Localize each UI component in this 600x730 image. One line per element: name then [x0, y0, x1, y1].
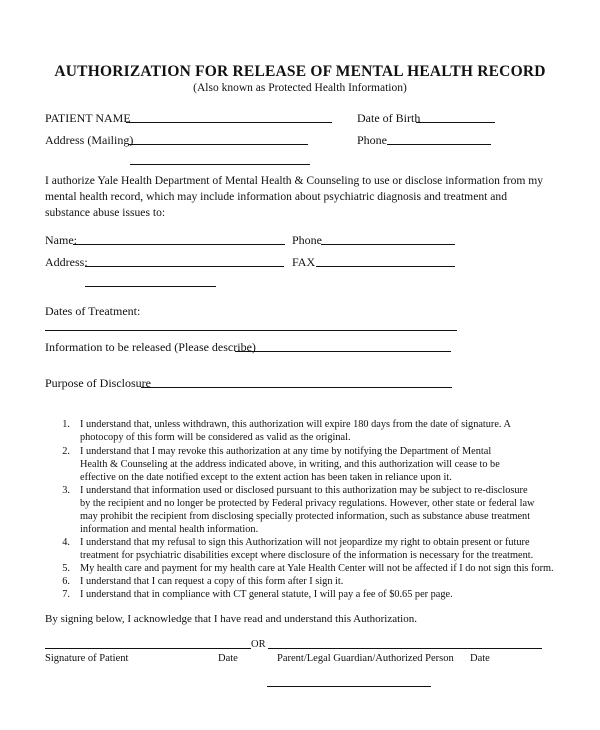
acknowledgement-text: By signing below, I acknowledge that I have read and understand this Authorization.	[45, 613, 417, 625]
authorization-statement: I authorize Yale Health Department of Mental Health & Counseling to use or disclose information from my mental health record, which may include information about psychiatric diagnosis and treatment and substance abuse issues to:	[45, 174, 544, 219]
term-text: I understand that, unless withdrawn, this authorization will expire 180 days from the date of signature. A photocopy of this form will be considered as valid as the original.	[80, 419, 511, 444]
term-text: My health care and payment for my health care at Yale Health Center will not be affected if I do not sign this form.	[80, 563, 554, 574]
form-subtitle: (Also known as Protected Health Information)	[193, 82, 407, 94]
term-number: 6.	[62, 576, 70, 587]
term-number: 5.	[62, 563, 70, 574]
term-text: I understand that information used or disclosed pursuant to this authorization may be subject to re-disclosure by the recipient and no longer be protected by Federal privacy regulations. However, other state or federal law may prohibit the recipient from disclosing specially protected information, such as substance abuse treatment information and mental health information.	[80, 485, 535, 536]
recipient-name-label: Name:	[45, 233, 77, 247]
additional-signature-field[interactable]	[267, 686, 431, 687]
patient-signature-label: Signature of Patient	[45, 653, 129, 664]
information-released-label: Information to be released (Please describe)	[45, 340, 256, 354]
patient-date-label: Date	[218, 653, 238, 664]
purpose-of-disclosure-label: Purpose of Disclosure	[45, 376, 151, 390]
form-title: AUTHORIZATION FOR RELEASE OF MENTAL HEALTH RECORD	[54, 63, 546, 80]
recipient-phone-label: Phone	[292, 233, 322, 247]
term-number: 3.	[62, 485, 70, 496]
or-label: OR	[251, 639, 266, 650]
phone-label: Phone	[357, 133, 387, 147]
patient-name-label: PATIENT NAME	[45, 111, 131, 125]
dob-label: Date of Birth	[357, 111, 421, 125]
term-text: I understand that I may revoke this authorization at any time by notifying the Department of Mental Health & Counseling at the address indicated above, in writing, and this authorization will cease to be effective on the date notified except to the extent action has been taken in reliance upon it.	[80, 446, 500, 484]
guardian-signature-label: Parent/Legal Guardian/Authorized Person	[277, 653, 454, 664]
term-number: 7.	[62, 589, 70, 600]
guardian-date-label: Date	[470, 653, 490, 664]
recipient-fax-label: FAX	[292, 255, 316, 269]
recipient-address-label: Address:	[45, 255, 88, 269]
guardian-signature-field[interactable]	[268, 648, 542, 649]
patient-signature-field[interactable]	[45, 648, 251, 649]
term-number: 2.	[62, 446, 70, 457]
address-mailing-label: Address (Mailing)	[45, 133, 134, 147]
term-text: I understand that in compliance with CT general statute, I will pay a fee of $0.65 per page.	[80, 589, 453, 600]
term-number: 4.	[62, 537, 70, 548]
term-number: 1.	[62, 419, 70, 430]
term-text: I understand that I can request a copy of this form after I sign it.	[80, 576, 344, 587]
dates-of-treatment-label: Dates of Treatment:	[45, 304, 141, 318]
term-text: I understand that my refusal to sign this Authorization will not jeopardize my right to obtain present or future treatment for psychiatric disabilities except where disclosure of the information is necessary for the treatment.	[80, 537, 534, 562]
